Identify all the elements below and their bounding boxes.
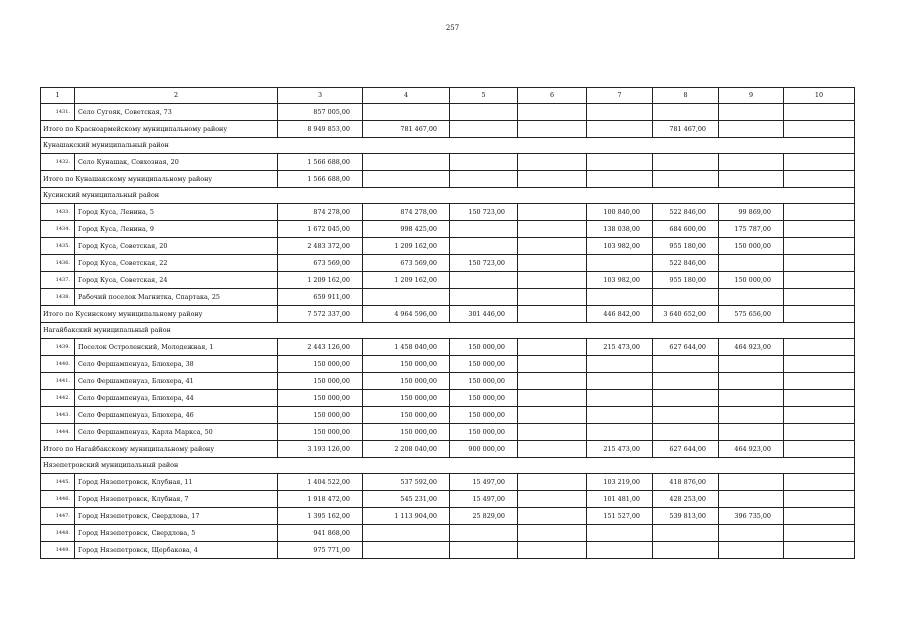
value-cell <box>587 121 653 138</box>
address-cell: Село Фершампенуаз, Блюхера, 38 <box>75 356 278 373</box>
value-cell: 418 876,00 <box>653 474 719 491</box>
value-cell <box>518 204 587 221</box>
section-title: Нязепетровский муниципальный район <box>41 458 855 474</box>
value-cell: 537 592,00 <box>363 474 450 491</box>
header-cell: 1 <box>41 88 75 104</box>
value-cell <box>518 121 587 138</box>
value-cell: 150 000,00 <box>450 339 518 356</box>
value-cell <box>653 289 719 306</box>
value-cell: 941 868,00 <box>278 525 363 542</box>
value-cell <box>587 542 653 559</box>
value-cell <box>784 289 855 306</box>
table-row <box>41 104 855 121</box>
value-cell: 2 443 126,00 <box>278 339 363 356</box>
total-row <box>41 441 855 458</box>
value-cell: 150 000,00 <box>363 390 450 407</box>
header-cell: 10 <box>784 88 855 104</box>
value-cell <box>719 474 784 491</box>
value-cell <box>784 441 855 458</box>
value-cell <box>784 390 855 407</box>
value-cell <box>450 289 518 306</box>
value-cell: 150 000,00 <box>450 356 518 373</box>
address-cell: Город Нязепетровск, Клубная, 7 <box>75 491 278 508</box>
address-cell: Село Фершампенуаз, Блюхера, 46 <box>75 407 278 424</box>
value-cell <box>719 171 784 188</box>
address-cell: Село Фершампенуаз, Блюхера, 41 <box>75 373 278 390</box>
value-cell <box>518 407 587 424</box>
address-cell: Село Фершампенуаз, Блюхера, 44 <box>75 390 278 407</box>
value-cell: 1 209 162,00 <box>278 272 363 289</box>
value-cell <box>784 474 855 491</box>
value-cell: 150 000,00 <box>450 390 518 407</box>
value-cell: 103 219,00 <box>587 474 653 491</box>
table-row <box>41 407 855 424</box>
value-cell <box>450 525 518 542</box>
header-cell: 3 <box>278 88 363 104</box>
value-cell: 545 231,00 <box>363 491 450 508</box>
table-row <box>41 356 855 373</box>
row-number: 1445. <box>41 474 75 491</box>
value-cell <box>653 104 719 121</box>
row-number: 1431. <box>41 104 75 121</box>
value-cell: 955 180,00 <box>653 238 719 255</box>
value-cell: 396 735,00 <box>719 508 784 525</box>
value-cell: 3 193 126,00 <box>278 441 363 458</box>
value-cell: 627 644,00 <box>653 441 719 458</box>
value-cell <box>587 289 653 306</box>
table-body <box>41 88 855 559</box>
value-cell <box>784 508 855 525</box>
address-cell: Город Куса, Советская, 22 <box>75 255 278 272</box>
value-cell: 1 672 045,00 <box>278 221 363 238</box>
value-cell: 7 572 337,00 <box>278 306 363 323</box>
value-cell: 874 278,00 <box>363 204 450 221</box>
value-cell <box>587 171 653 188</box>
header-cell: 8 <box>653 88 719 104</box>
value-cell <box>518 221 587 238</box>
value-cell <box>719 373 784 390</box>
value-cell: 150 000,00 <box>363 373 450 390</box>
value-cell <box>653 171 719 188</box>
table-row <box>41 542 855 559</box>
row-number: 1441. <box>41 373 75 390</box>
address-cell: Рабочий поселок Магнитка, Спартака, 25 <box>75 289 278 306</box>
value-cell <box>653 154 719 171</box>
row-number: 1433. <box>41 204 75 221</box>
value-cell <box>518 373 587 390</box>
address-cell: Город Куса, Советская, 24 <box>75 272 278 289</box>
value-cell <box>518 255 587 272</box>
table-row <box>41 272 855 289</box>
value-cell <box>518 154 587 171</box>
row-number: 1448. <box>41 525 75 542</box>
table-row <box>41 221 855 238</box>
table-row <box>41 238 855 255</box>
header-cell: 2 <box>75 88 278 104</box>
value-cell <box>518 339 587 356</box>
value-cell: 99 869,00 <box>719 204 784 221</box>
table-row <box>41 289 855 306</box>
value-cell: 522 846,00 <box>653 204 719 221</box>
table-row <box>41 255 855 272</box>
value-cell <box>587 154 653 171</box>
section-row <box>41 458 855 474</box>
value-cell <box>363 104 450 121</box>
value-cell: 659 911,00 <box>278 289 363 306</box>
row-number: 1447. <box>41 508 75 525</box>
total-label: Итого по Красноармейскому муниципальному району <box>41 121 278 138</box>
value-cell: 8 949 853,00 <box>278 121 363 138</box>
address-cell: Село Фершампенуаз, Карла Маркса, 50 <box>75 424 278 441</box>
value-cell: 150 000,00 <box>450 407 518 424</box>
value-cell: 3 640 652,00 <box>653 306 719 323</box>
value-cell <box>518 390 587 407</box>
value-cell <box>719 289 784 306</box>
value-cell <box>518 441 587 458</box>
value-cell <box>587 373 653 390</box>
section-title: Нагайбакский муниципальный район <box>41 323 855 339</box>
value-cell <box>363 525 450 542</box>
value-cell: 428 253,00 <box>653 491 719 508</box>
section-row <box>41 188 855 204</box>
value-cell: 4 964 596,00 <box>363 306 450 323</box>
total-row <box>41 306 855 323</box>
value-cell: 998 425,00 <box>363 221 450 238</box>
value-cell <box>653 525 719 542</box>
table-row <box>41 424 855 441</box>
value-cell: 150 000,00 <box>278 373 363 390</box>
value-cell <box>719 121 784 138</box>
value-cell <box>450 221 518 238</box>
header-cell: 9 <box>719 88 784 104</box>
value-cell: 151 527,00 <box>587 508 653 525</box>
value-cell: 627 644,00 <box>653 339 719 356</box>
header-cell: 5 <box>450 88 518 104</box>
address-cell: Село Сугояк, Советская, 73 <box>75 104 278 121</box>
value-cell: 150 000,00 <box>278 356 363 373</box>
row-number: 1437. <box>41 272 75 289</box>
value-cell <box>784 339 855 356</box>
value-cell <box>719 407 784 424</box>
value-cell <box>450 272 518 289</box>
value-cell: 25 829,00 <box>450 508 518 525</box>
value-cell <box>587 356 653 373</box>
table-row <box>41 339 855 356</box>
value-cell: 215 473,00 <box>587 441 653 458</box>
value-cell: 15 497,00 <box>450 474 518 491</box>
value-cell: 522 846,00 <box>653 255 719 272</box>
value-cell <box>587 104 653 121</box>
address-cell: Город Нязепетровск, Свердлова, 17 <box>75 508 278 525</box>
row-number: 1446. <box>41 491 75 508</box>
value-cell <box>518 104 587 121</box>
value-cell: 464 923,00 <box>719 441 784 458</box>
value-cell <box>784 121 855 138</box>
value-cell: 684 600,00 <box>653 221 719 238</box>
value-cell: 301 446,00 <box>450 306 518 323</box>
value-cell <box>784 373 855 390</box>
value-cell <box>518 542 587 559</box>
value-cell: 15 497,00 <box>450 491 518 508</box>
value-cell <box>450 154 518 171</box>
value-cell: 857 005,00 <box>278 104 363 121</box>
value-cell <box>719 542 784 559</box>
value-cell <box>784 306 855 323</box>
value-cell: 215 473,00 <box>587 339 653 356</box>
row-number: 1442. <box>41 390 75 407</box>
value-cell <box>450 171 518 188</box>
row-number: 1435. <box>41 238 75 255</box>
value-cell: 1 566 688,00 <box>278 171 363 188</box>
value-cell: 150 000,00 <box>278 407 363 424</box>
value-cell <box>784 542 855 559</box>
value-cell: 150 000,00 <box>363 356 450 373</box>
value-cell: 464 923,00 <box>719 339 784 356</box>
value-cell <box>784 204 855 221</box>
value-cell: 1 113 904,00 <box>363 508 450 525</box>
value-cell: 539 813,00 <box>653 508 719 525</box>
total-row <box>41 171 855 188</box>
value-cell <box>784 424 855 441</box>
value-cell: 975 771,00 <box>278 542 363 559</box>
value-cell: 874 278,00 <box>278 204 363 221</box>
value-cell: 2 208 040,00 <box>363 441 450 458</box>
value-cell <box>719 491 784 508</box>
value-cell: 138 038,00 <box>587 221 653 238</box>
address-cell: Город Куса, Ленина, 5 <box>75 204 278 221</box>
value-cell: 900 000,00 <box>450 441 518 458</box>
value-cell <box>363 171 450 188</box>
value-cell: 150 000,00 <box>719 272 784 289</box>
header-cell: 6 <box>518 88 587 104</box>
value-cell <box>587 390 653 407</box>
value-cell: 673 569,00 <box>278 255 363 272</box>
value-cell <box>719 356 784 373</box>
value-cell: 446 842,00 <box>587 306 653 323</box>
table-row <box>41 474 855 491</box>
section-row <box>41 323 855 339</box>
row-number: 1449. <box>41 542 75 559</box>
value-cell <box>784 356 855 373</box>
table-row <box>41 154 855 171</box>
value-cell <box>784 104 855 121</box>
value-cell: 101 481,00 <box>587 491 653 508</box>
value-cell <box>518 272 587 289</box>
value-cell <box>784 171 855 188</box>
value-cell <box>518 356 587 373</box>
value-cell <box>653 373 719 390</box>
value-cell <box>784 221 855 238</box>
value-cell: 150 723,00 <box>450 204 518 221</box>
address-cell: Город Куса, Ленина, 9 <box>75 221 278 238</box>
value-cell <box>518 491 587 508</box>
value-cell: 673 569,00 <box>363 255 450 272</box>
address-cell: Город Нязепетровск, Свердлова, 5 <box>75 525 278 542</box>
value-cell <box>587 525 653 542</box>
value-cell: 781 467,00 <box>363 121 450 138</box>
value-cell <box>784 407 855 424</box>
total-label: Итого по Кусинскому муниципальному району <box>41 306 278 323</box>
value-cell <box>784 238 855 255</box>
row-number: 1439. <box>41 339 75 356</box>
value-cell <box>653 407 719 424</box>
data-table <box>40 87 855 559</box>
value-cell: 1 566 688,00 <box>278 154 363 171</box>
value-cell <box>518 508 587 525</box>
value-cell <box>719 255 784 272</box>
value-cell: 150 000,00 <box>363 407 450 424</box>
value-cell: 150 000,00 <box>719 238 784 255</box>
table-row <box>41 390 855 407</box>
address-cell: Поселок Остроленский, Молодежная, 1 <box>75 339 278 356</box>
section-title: Кусинский муниципальный район <box>41 188 855 204</box>
value-cell <box>784 255 855 272</box>
row-number: 1436. <box>41 255 75 272</box>
header-cell: 4 <box>363 88 450 104</box>
table-row <box>41 373 855 390</box>
value-cell <box>518 306 587 323</box>
value-cell <box>784 272 855 289</box>
address-cell: Село Кунашак, Совхозная, 20 <box>75 154 278 171</box>
table-row <box>41 491 855 508</box>
value-cell: 150 723,00 <box>450 255 518 272</box>
value-cell <box>653 542 719 559</box>
value-cell <box>363 542 450 559</box>
value-cell <box>518 474 587 491</box>
value-cell <box>450 104 518 121</box>
value-cell: 1 209 162,00 <box>363 272 450 289</box>
value-cell: 1 209 162,00 <box>363 238 450 255</box>
value-cell: 150 000,00 <box>450 424 518 441</box>
value-cell <box>784 525 855 542</box>
value-cell <box>719 104 784 121</box>
value-cell: 150 000,00 <box>278 390 363 407</box>
value-cell <box>450 542 518 559</box>
section-row <box>41 138 855 154</box>
value-cell: 150 000,00 <box>450 373 518 390</box>
header-cell: 7 <box>587 88 653 104</box>
value-cell <box>653 356 719 373</box>
value-cell: 150 000,00 <box>363 424 450 441</box>
value-cell <box>363 289 450 306</box>
value-cell <box>719 525 784 542</box>
value-cell <box>653 424 719 441</box>
value-cell: 781 467,00 <box>653 121 719 138</box>
value-cell: 955 180,00 <box>653 272 719 289</box>
value-cell <box>587 424 653 441</box>
value-cell: 1 458 040,00 <box>363 339 450 356</box>
address-cell: Город Нязепетровск, Клубная, 11 <box>75 474 278 491</box>
section-title: Кунашакский муниципальный район <box>41 138 855 154</box>
row-number: 1444. <box>41 424 75 441</box>
value-cell: 1 404 522,00 <box>278 474 363 491</box>
value-cell: 2 483 372,00 <box>278 238 363 255</box>
value-cell: 150 000,00 <box>278 424 363 441</box>
address-cell: Город Куса, Советская, 20 <box>75 238 278 255</box>
value-cell <box>450 238 518 255</box>
value-cell <box>784 491 855 508</box>
value-cell <box>518 424 587 441</box>
value-cell <box>587 255 653 272</box>
table-row <box>41 508 855 525</box>
table-row <box>41 204 855 221</box>
value-cell: 575 656,00 <box>719 306 784 323</box>
header-row <box>41 88 855 104</box>
value-cell <box>719 424 784 441</box>
value-cell <box>518 171 587 188</box>
row-number: 1443. <box>41 407 75 424</box>
value-cell: 1 918 472,00 <box>278 491 363 508</box>
page-number: 257 <box>445 24 460 32</box>
row-number: 1438. <box>41 289 75 306</box>
total-label: Итого по Нагайбакскому муниципальному району <box>41 441 278 458</box>
value-cell <box>719 154 784 171</box>
row-number: 1440. <box>41 356 75 373</box>
total-label: Итого по Кунашакскому муниципальному району <box>41 171 278 188</box>
value-cell <box>587 407 653 424</box>
value-cell <box>784 154 855 171</box>
value-cell: 1 395 162,00 <box>278 508 363 525</box>
value-cell: 103 982,00 <box>587 272 653 289</box>
value-cell <box>518 289 587 306</box>
row-number: 1434. <box>41 221 75 238</box>
row-number: 1432. <box>41 154 75 171</box>
value-cell <box>653 390 719 407</box>
value-cell <box>719 390 784 407</box>
value-cell: 175 787,00 <box>719 221 784 238</box>
table-row <box>41 525 855 542</box>
total-row <box>41 121 855 138</box>
address-cell: Город Нязепетровск, Щербакова, 4 <box>75 542 278 559</box>
value-cell: 103 982,00 <box>587 238 653 255</box>
value-cell <box>363 154 450 171</box>
value-cell <box>518 238 587 255</box>
value-cell <box>450 121 518 138</box>
value-cell: 100 840,00 <box>587 204 653 221</box>
value-cell <box>518 525 587 542</box>
